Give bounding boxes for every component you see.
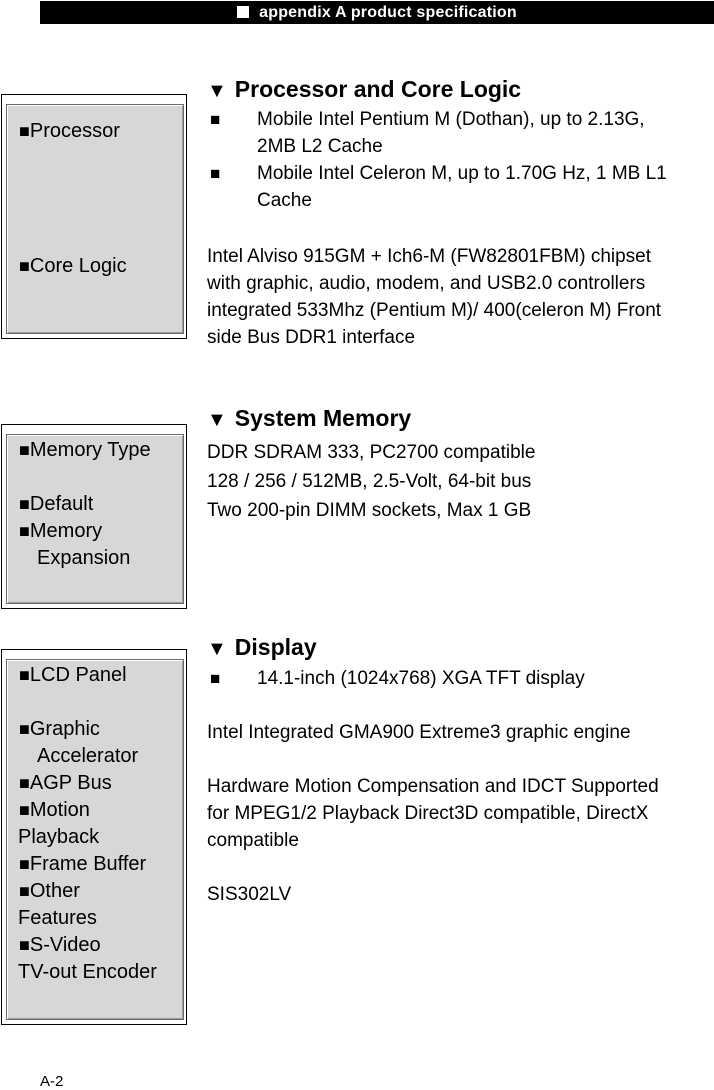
- display-bullet: 14.1-inch (1024x768) XGA TFT display: [257, 668, 585, 689]
- side-label-tv-out-encoder: TV-out Encoder: [18, 961, 157, 983]
- processor-side-box: [1, 94, 187, 339]
- bullet-icon: ■: [210, 669, 221, 688]
- side-label-expansion: Expansion: [37, 547, 131, 569]
- bullet-icon: ■: [210, 164, 221, 183]
- side-label-frame-buffer: ■Frame Buffer: [19, 853, 147, 875]
- page-number: A-2: [40, 1073, 64, 1090]
- page-header: [40, 1, 714, 24]
- section-title-display: ▼ Display: [207, 634, 317, 660]
- triangle-down-icon: ▼: [207, 638, 227, 660]
- processor-side-panel: [6, 104, 184, 334]
- side-label-agp-bus: ■AGP Bus: [19, 772, 112, 794]
- side-label-playback: Playback: [18, 826, 100, 848]
- side-label-graphic: ■Graphic: [19, 718, 100, 740]
- side-label-memory-type: ■Memory Type: [19, 439, 151, 461]
- triangle-down-icon: ▼: [207, 409, 227, 431]
- display-line-sis: SIS302LV: [207, 884, 292, 905]
- side-label-features: Features: [18, 907, 97, 929]
- side-label-memory: ■Memory: [19, 520, 103, 542]
- side-label-processor: ■Processor: [19, 120, 120, 142]
- bullet-icon: ■: [210, 110, 221, 129]
- side-label-s-video: ■S-Video: [19, 934, 101, 956]
- section-title-processor: ▼ Processor and Core Logic: [207, 76, 522, 102]
- side-label-default: ■Default: [19, 493, 94, 515]
- memory-side-box: [1, 424, 187, 609]
- section-title-memory: ▼ System Memory: [207, 405, 412, 431]
- core-logic-paragraph: Intel Alviso 915GM + Ich6-M (FW82801FBM) chipset with graphic, audio, modem, and USB2.0 controllers integrated 533Mhz (Pentium M)/ 400(celeron M) Front side Bus DDR1 interface: [207, 246, 662, 348]
- side-label-lcd-panel: ■LCD Panel: [19, 664, 127, 686]
- processor-bullet-1: Mobile Intel Pentium M (Dothan), up to 2.13G, 2MB L2 Cache: [257, 109, 645, 157]
- header-title: appendix A product specification: [259, 4, 517, 21]
- memory-lines: DDR SDRAM 333, PC2700 compatible 128 / 256 / 512MB, 2.5-Volt, 64-bit bus Two 200-pin DIMM sockets, Max 1 GB: [207, 442, 536, 521]
- side-label-core-logic: ■Core Logic: [19, 255, 127, 277]
- triangle-down-icon: ▼: [207, 80, 227, 102]
- memory-side-panel: [6, 434, 184, 604]
- side-label-motion: ■Motion: [19, 799, 90, 821]
- display-side-panel: [6, 659, 184, 1020]
- display-side-box: [1, 649, 187, 1025]
- header-square-icon: [237, 6, 249, 18]
- side-label-accelerator: Accelerator: [37, 745, 139, 767]
- display-paragraph: Hardware Motion Compensation and IDCT Supported for MPEG1/2 Playback Direct3D compatible, DirectX compatible: [207, 776, 659, 851]
- display-line-gma: Intel Integrated GMA900 Extreme3 graphic engine: [207, 722, 631, 743]
- side-label-other: ■Other: [19, 880, 80, 902]
- processor-bullet-2: Mobile Intel Celeron M, up to 1.70G Hz, 1 MB L1 Cache: [257, 163, 667, 211]
